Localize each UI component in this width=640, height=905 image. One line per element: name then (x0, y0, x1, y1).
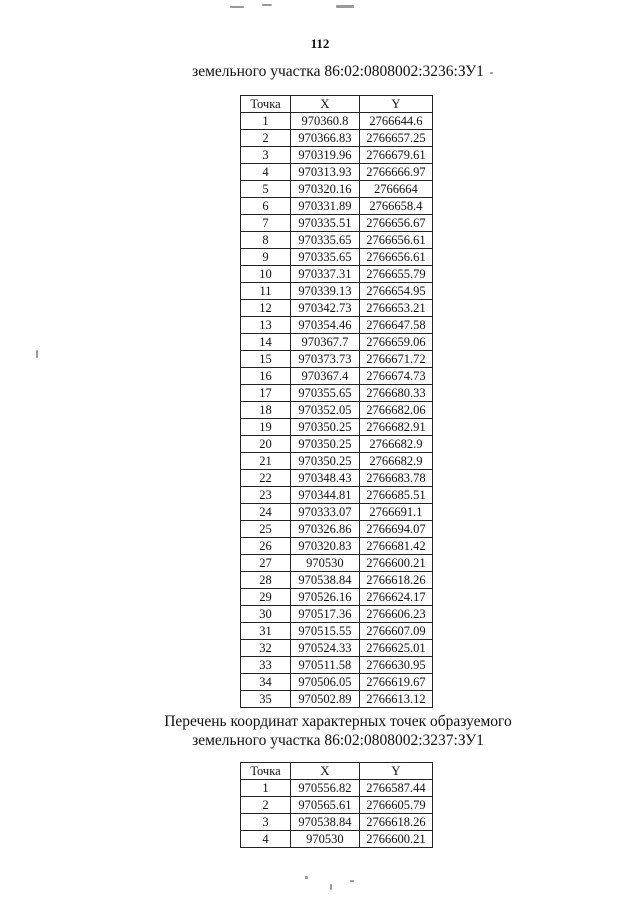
x-coordinate-cell: 970373.73 (290, 351, 359, 368)
y-coordinate-cell: 2766679.61 (359, 147, 432, 164)
table-row (241, 470, 433, 487)
x-coordinate-cell: 970333.07 (290, 504, 359, 521)
point-number-cell: 25 (241, 521, 291, 538)
table-row (241, 317, 433, 334)
coordinates-table-3236 (240, 95, 433, 708)
y-coordinate-cell: 2766658.4 (359, 198, 432, 215)
table-row (241, 300, 433, 317)
x-coordinate-cell: 970331.89 (290, 198, 359, 215)
x-coordinate-cell: 970538.84 (290, 572, 359, 589)
table-row (241, 606, 433, 623)
y-coordinate-cell: 2766674.73 (359, 368, 432, 385)
point-number-cell: 34 (241, 674, 291, 691)
scan-speck (490, 72, 493, 74)
x-coordinate-cell: 970339.13 (290, 283, 359, 300)
scan-speck (230, 6, 244, 8)
y-coordinate-cell: 2766606.23 (359, 606, 432, 623)
y-coordinate-cell: 2766653.21 (359, 300, 432, 317)
point-number-cell: 5 (241, 181, 291, 198)
table-row (241, 538, 433, 555)
x-coordinate-cell: 970313.93 (290, 164, 359, 181)
x-coordinate-cell: 970342.73 (290, 300, 359, 317)
y-coordinate-cell: 2766682.9 (359, 453, 432, 470)
y-coordinate-cell: 2766664 (359, 181, 432, 198)
point-number-cell: 15 (241, 351, 291, 368)
y-coordinate-cell: 2766600.21 (359, 831, 432, 848)
y-coordinate-cell: 2766681.42 (359, 538, 432, 555)
y-coordinate-cell: 2766656.61 (359, 232, 432, 249)
y-coordinate-cell: 2766691.1 (359, 504, 432, 521)
y-coordinate-cell: 2766657.25 (359, 130, 432, 147)
point-number-cell: 1 (241, 780, 291, 797)
y-coordinate-cell: 2766587.44 (359, 780, 432, 797)
y-coordinate-cell: 2766618.26 (359, 572, 432, 589)
x-coordinate-cell: 970352.05 (290, 402, 359, 419)
point-number-cell: 35 (241, 691, 291, 708)
x-coordinate-cell: 970355.65 (290, 385, 359, 402)
x-coordinate-cell: 970530 (290, 831, 359, 848)
table-row (241, 419, 433, 436)
point-number-cell: 19 (241, 419, 291, 436)
table-row (241, 215, 433, 232)
table-row (241, 198, 433, 215)
table-row (241, 283, 433, 300)
point-number-cell: 18 (241, 402, 291, 419)
point-number-cell: 13 (241, 317, 291, 334)
scan-speck (336, 5, 354, 8)
point-number-cell: 11 (241, 283, 291, 300)
y-coordinate-cell: 2766656.67 (359, 215, 432, 232)
x-coordinate-cell: 970350.25 (290, 436, 359, 453)
column-header-point: Точка (241, 763, 291, 780)
table-row (241, 623, 433, 640)
y-coordinate-cell: 2766682.9 (359, 436, 432, 453)
x-coordinate-cell: 970348.43 (290, 470, 359, 487)
table-row (241, 453, 433, 470)
table-row (241, 164, 433, 181)
table-header-row (241, 763, 433, 780)
scan-speck (330, 884, 332, 890)
point-number-cell: 29 (241, 589, 291, 606)
scan-speck (305, 876, 308, 879)
point-number-cell: 12 (241, 300, 291, 317)
y-coordinate-cell: 2766682.91 (359, 419, 432, 436)
y-coordinate-cell: 2766644.6 (359, 113, 432, 130)
y-coordinate-cell: 2766666.97 (359, 164, 432, 181)
table-row (241, 147, 433, 164)
point-number-cell: 1 (241, 113, 291, 130)
column-header-x: X (290, 763, 359, 780)
point-number-cell: 4 (241, 831, 291, 848)
table-row (241, 368, 433, 385)
x-coordinate-cell: 970367.7 (290, 334, 359, 351)
column-header-point: Точка (241, 96, 291, 113)
table-row (241, 589, 433, 606)
y-coordinate-cell: 2766655.79 (359, 266, 432, 283)
y-coordinate-cell: 2766685.51 (359, 487, 432, 504)
point-number-cell: 6 (241, 198, 291, 215)
point-number-cell: 17 (241, 385, 291, 402)
y-coordinate-cell: 2766630.95 (359, 657, 432, 674)
x-coordinate-cell: 970502.89 (290, 691, 359, 708)
point-number-cell: 3 (241, 147, 291, 164)
y-coordinate-cell: 2766605.79 (359, 797, 432, 814)
table-row (241, 555, 433, 572)
scan-speck (262, 4, 272, 6)
x-coordinate-cell: 970335.51 (290, 215, 359, 232)
y-coordinate-cell: 2766682.06 (359, 402, 432, 419)
point-number-cell: 16 (241, 368, 291, 385)
y-coordinate-cell: 2766619.67 (359, 674, 432, 691)
point-number-cell: 23 (241, 487, 291, 504)
table-row (241, 181, 433, 198)
point-number-cell: 21 (241, 453, 291, 470)
y-coordinate-cell: 2766613.12 (359, 691, 432, 708)
x-coordinate-cell: 970515.55 (290, 623, 359, 640)
column-header-x: X (290, 96, 359, 113)
y-coordinate-cell: 2766656.61 (359, 249, 432, 266)
point-number-cell: 4 (241, 164, 291, 181)
point-number-cell: 26 (241, 538, 291, 555)
x-coordinate-cell: 970335.65 (290, 249, 359, 266)
coordinates-table-3237 (240, 762, 433, 848)
y-coordinate-cell: 2766683.78 (359, 470, 432, 487)
point-number-cell: 9 (241, 249, 291, 266)
y-coordinate-cell: 2766654.95 (359, 283, 432, 300)
table-row (241, 232, 433, 249)
x-coordinate-cell: 970517.36 (290, 606, 359, 623)
point-number-cell: 20 (241, 436, 291, 453)
point-number-cell: 27 (241, 555, 291, 572)
section1-heading (0, 62, 640, 81)
point-number-cell: 3 (241, 814, 291, 831)
table-row (241, 572, 433, 589)
point-number-cell: 2 (241, 130, 291, 147)
x-coordinate-cell: 970565.61 (290, 797, 359, 814)
table-row (241, 831, 433, 848)
y-coordinate-cell: 2766671.72 (359, 351, 432, 368)
y-coordinate-cell: 2766607.09 (359, 623, 432, 640)
table-row (241, 402, 433, 419)
y-coordinate-cell: 2766625.01 (359, 640, 432, 657)
x-coordinate-cell: 970320.16 (290, 181, 359, 198)
table-row (241, 657, 433, 674)
x-coordinate-cell: 970350.25 (290, 453, 359, 470)
x-coordinate-cell: 970526.16 (290, 589, 359, 606)
scan-speck (350, 880, 354, 882)
point-number-cell: 2 (241, 797, 291, 814)
page-number: 112 (310, 36, 330, 51)
point-number-cell: 33 (241, 657, 291, 674)
table-row (241, 266, 433, 283)
x-coordinate-cell: 970366.83 (290, 130, 359, 147)
x-coordinate-cell: 970344.81 (290, 487, 359, 504)
table-row (241, 797, 433, 814)
point-number-cell: 8 (241, 232, 291, 249)
table-row (241, 674, 433, 691)
x-coordinate-cell: 970350.25 (290, 419, 359, 436)
table-row (241, 113, 433, 130)
point-number-cell: 30 (241, 606, 291, 623)
column-header-y: Y (359, 96, 432, 113)
point-number-cell: 32 (241, 640, 291, 657)
table-row (241, 385, 433, 402)
section2-heading-line-2: земельного участка 86:02:0808002:3237:ЗУ1 (192, 732, 484, 749)
table-row (241, 691, 433, 708)
table-row (241, 504, 433, 521)
point-number-cell: 28 (241, 572, 291, 589)
y-coordinate-cell: 2766647.58 (359, 317, 432, 334)
y-coordinate-cell: 2766618.26 (359, 814, 432, 831)
point-number-cell: 14 (241, 334, 291, 351)
x-coordinate-cell: 970538.84 (290, 814, 359, 831)
point-number-cell: 7 (241, 215, 291, 232)
x-coordinate-cell: 970524.33 (290, 640, 359, 657)
table-header-row (241, 96, 433, 113)
x-coordinate-cell: 970337.31 (290, 266, 359, 283)
section1-heading-line: земельного участка 86:02:0808002:3236:ЗУ1 (192, 63, 484, 80)
x-coordinate-cell: 970326.86 (290, 521, 359, 538)
y-coordinate-cell: 2766624.17 (359, 589, 432, 606)
table-row (241, 130, 433, 147)
table-row (241, 640, 433, 657)
table-row (241, 334, 433, 351)
point-number-cell: 24 (241, 504, 291, 521)
table-row (241, 521, 433, 538)
x-coordinate-cell: 970360.8 (290, 113, 359, 130)
column-header-y: Y (359, 763, 432, 780)
section2-heading (0, 712, 640, 750)
x-coordinate-cell: 970530 (290, 555, 359, 572)
x-coordinate-cell: 970556.82 (290, 780, 359, 797)
x-coordinate-cell: 970319.96 (290, 147, 359, 164)
x-coordinate-cell: 970354.46 (290, 317, 359, 334)
y-coordinate-cell: 2766694.07 (359, 521, 432, 538)
table-row (241, 436, 433, 453)
x-coordinate-cell: 970506.05 (290, 674, 359, 691)
table-row (241, 814, 433, 831)
x-coordinate-cell: 970511.58 (290, 657, 359, 674)
y-coordinate-cell: 2766659.06 (359, 334, 432, 351)
table-row (241, 487, 433, 504)
x-coordinate-cell: 970367.4 (290, 368, 359, 385)
scan-speck (36, 350, 38, 358)
table-row (241, 351, 433, 368)
y-coordinate-cell: 2766600.21 (359, 555, 432, 572)
point-number-cell: 31 (241, 623, 291, 640)
point-number-cell: 22 (241, 470, 291, 487)
y-coordinate-cell: 2766680.33 (359, 385, 432, 402)
x-coordinate-cell: 970335.65 (290, 232, 359, 249)
point-number-cell: 10 (241, 266, 291, 283)
table-row (241, 780, 433, 797)
table-row (241, 249, 433, 266)
x-coordinate-cell: 970320.83 (290, 538, 359, 555)
section2-heading-line-1: Перечень координат характерных точек образуемого (164, 713, 512, 730)
